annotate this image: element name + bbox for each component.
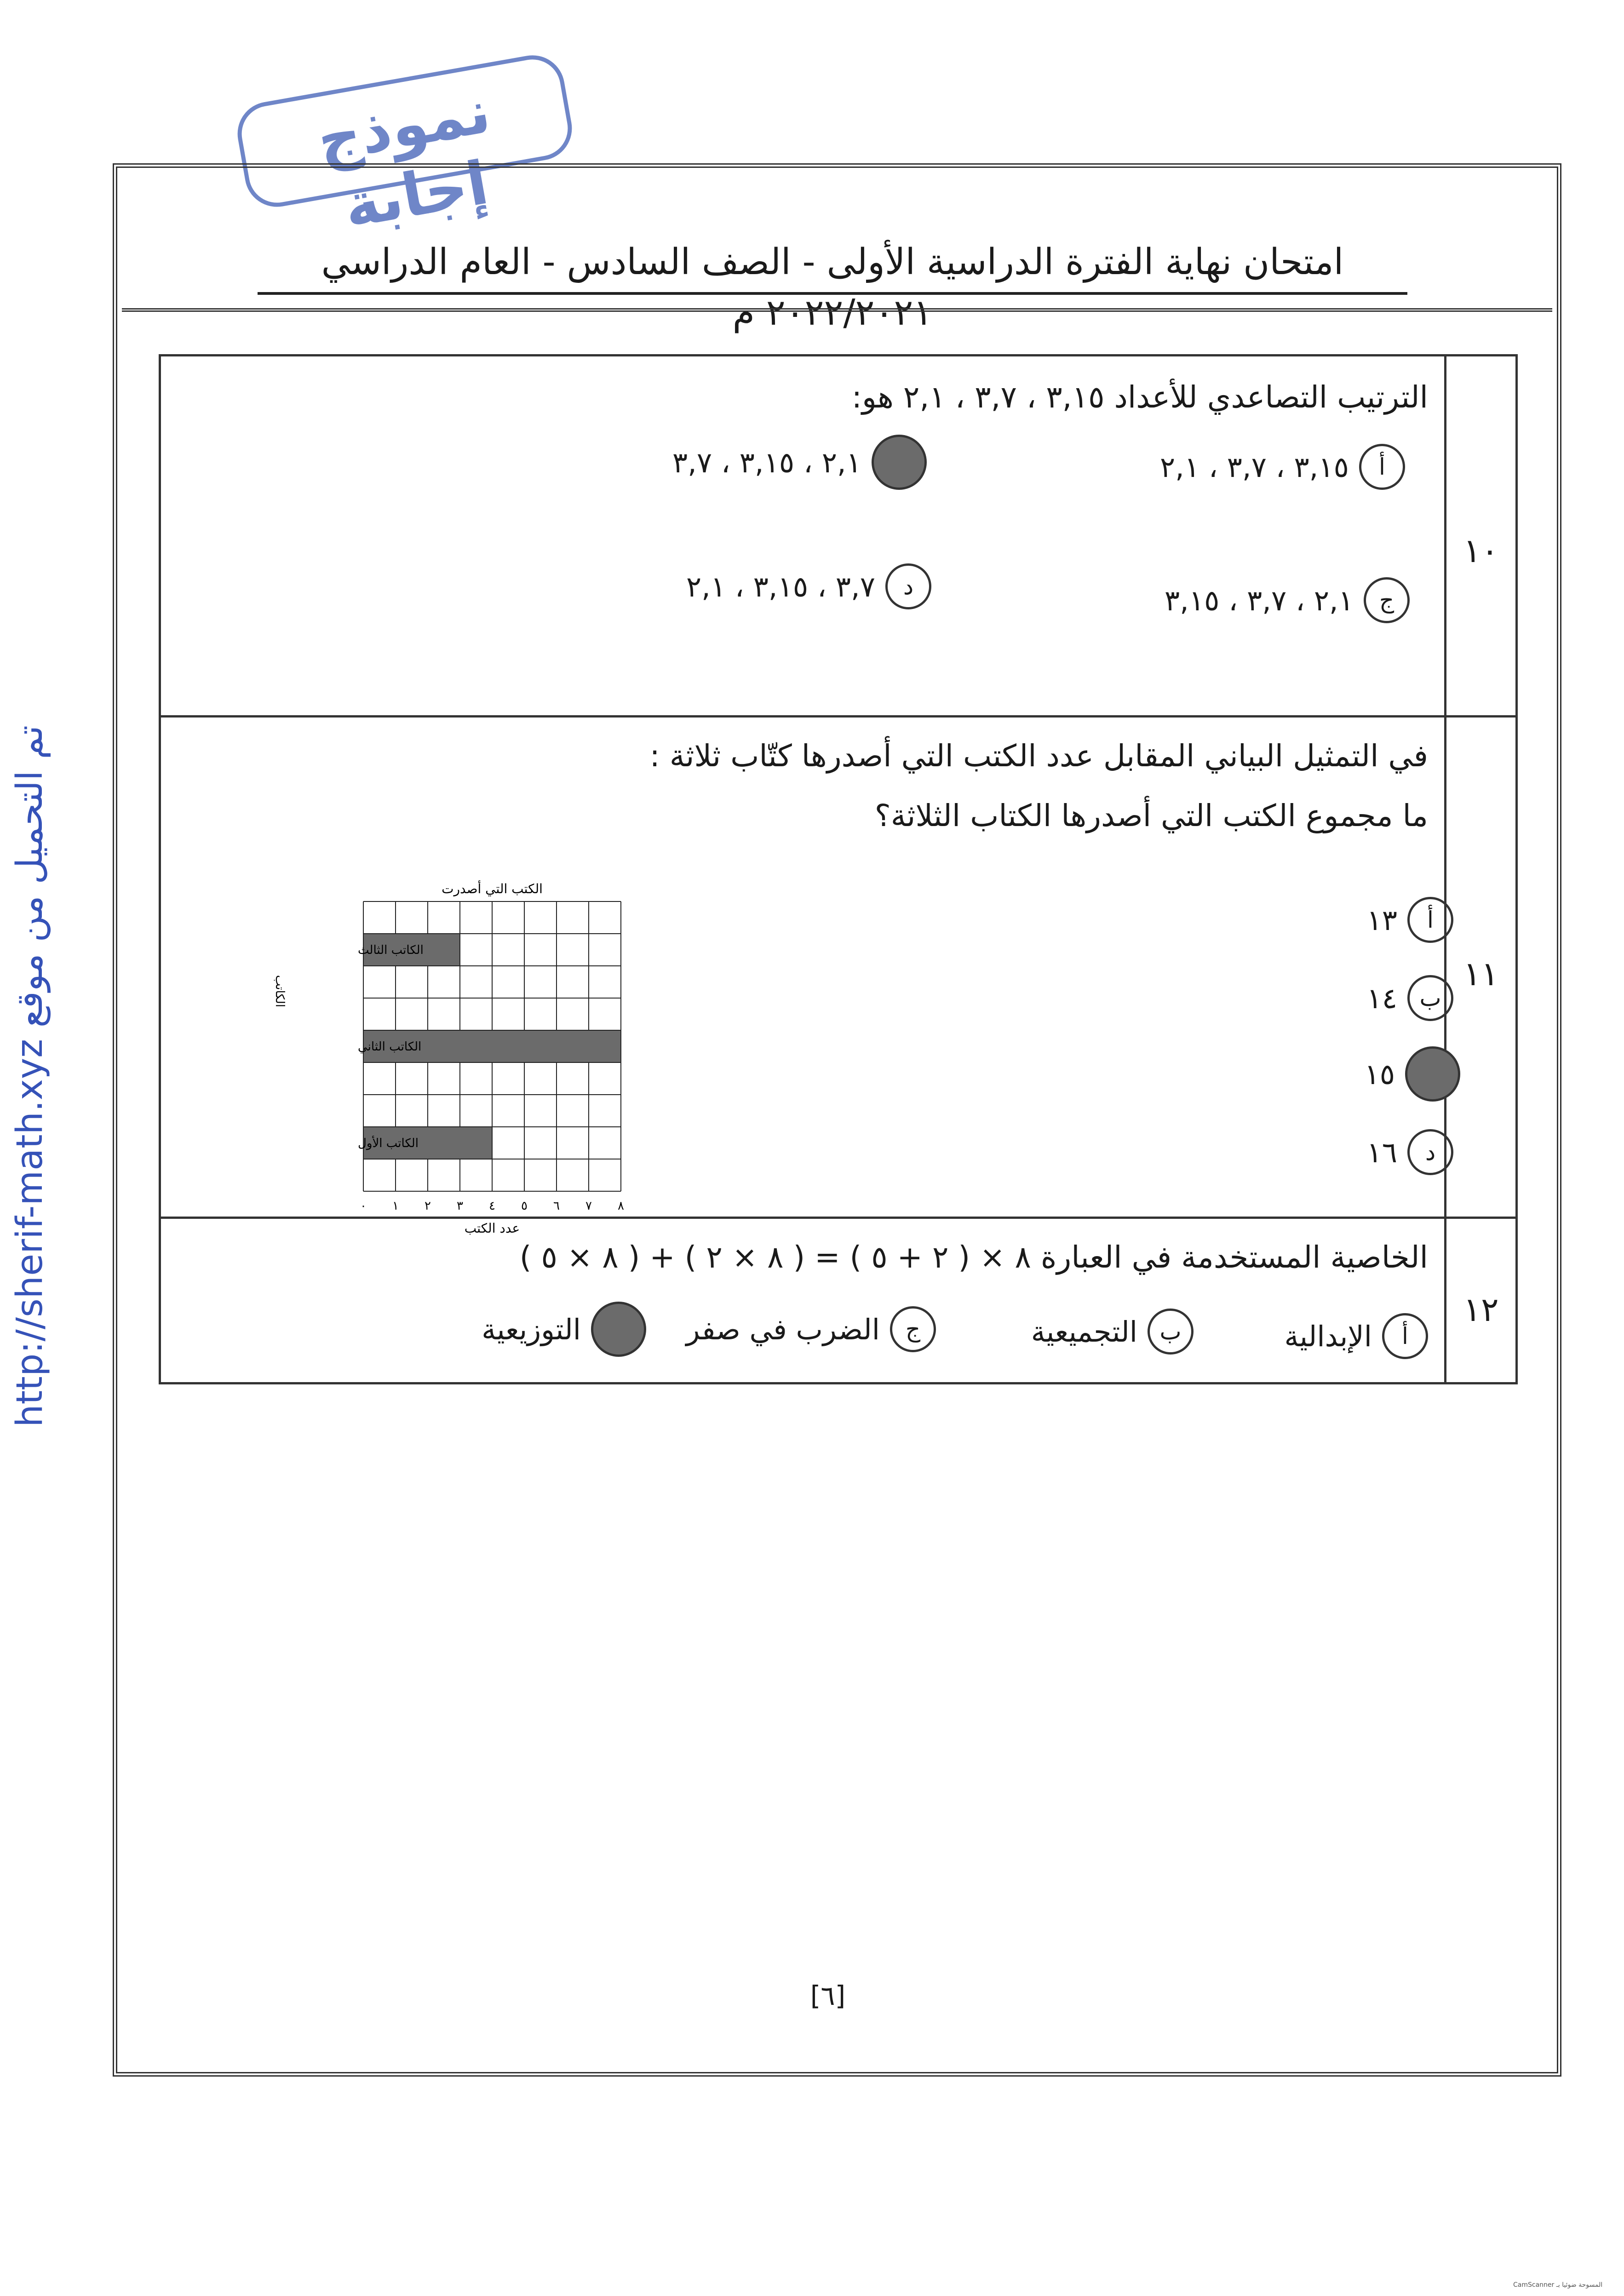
option-d[interactable] [1366, 1129, 1453, 1175]
selected-answer-dot [591, 1302, 646, 1357]
option-text: ٢,١ ، ٣,٧ ، ٣,١٥ [1164, 583, 1354, 617]
option-c[interactable] [686, 1306, 936, 1352]
option-b[interactable] [1366, 975, 1453, 1021]
tick-label: ٣ [457, 1199, 463, 1213]
option-text: ١٦ [1366, 1135, 1397, 1169]
option-text: ١٥ [1364, 1057, 1395, 1091]
option-letter-circle: أ [1382, 1313, 1428, 1359]
option-text: التجميعية [1031, 1314, 1137, 1349]
option-a[interactable] [1285, 1313, 1428, 1359]
question-text-line1: في التمثيل البياني المقابل عدد الكتب التي أصدرها كتّاب ثلاثة : [649, 738, 1428, 774]
question-number: ١١ [1463, 954, 1499, 993]
number-column-divider [1444, 356, 1446, 1382]
tick-label: ١ [392, 1199, 399, 1213]
option-letter-circle: ب [1407, 975, 1453, 1021]
selected-answer-dot [1405, 1046, 1460, 1102]
row-divider [161, 715, 1515, 718]
page-number: [٦] [810, 1980, 846, 2011]
option-b[interactable] [672, 435, 927, 490]
option-text: ٣,١٥ ، ٣,٧ ، ٢,١ [1159, 450, 1349, 484]
chart-title: الكتب التي أصدرت [442, 881, 543, 896]
option-c[interactable] [1364, 1046, 1460, 1102]
option-letter-circle: ج [890, 1306, 936, 1352]
option-d[interactable] [482, 1302, 646, 1357]
question-text: الترتيب التصاعدي للأعداد ٣,١٥ ، ٣,٧ ، ٢,١ هو: [851, 379, 1428, 415]
x-axis-label: عدد الكتب [464, 1221, 520, 1236]
questions-table [159, 354, 1518, 1384]
y-axis-label: الكاتب [273, 975, 287, 1008]
question-text: الخاصية المستخدمة في العبارة ٨ × ( ٢ + ٥ ) = ( ٨ × ٢ ) + ( ٨ × ٥ ) [519, 1240, 1428, 1275]
question-number: ١٢ [1463, 1290, 1499, 1329]
download-source-note: تم التحميل من موقع http://sherif-math.xyz [9, 725, 51, 1427]
exam-title: امتحان نهاية الفترة الدراسية الأولى - الصف السادس - العام الدراسي ٢٠٢٢/٢٠٢١ م [258, 237, 1407, 295]
option-c[interactable] [1165, 577, 1410, 623]
option-text: ١٤ [1366, 981, 1397, 1015]
option-letter-circle: ب [1148, 1309, 1194, 1355]
question-text-line2: ما مجموع الكتب التي أصدرها الكتاب الثلاثة؟ [874, 798, 1428, 833]
option-b[interactable] [1031, 1309, 1194, 1355]
option-letter-circle: أ [1407, 897, 1453, 943]
tick-label: ٦ [553, 1199, 560, 1213]
question-number: ١٠ [1463, 531, 1499, 570]
option-text: الإبدالية [1284, 1319, 1372, 1353]
option-text: ٣,٧ ، ٣,١٥ ، ٢,١ [686, 569, 875, 603]
category-label: الكاتب الثاني [358, 1040, 422, 1054]
option-text: التوزيعية [482, 1312, 581, 1346]
tick-label: ٨ [618, 1199, 624, 1213]
row-divider [161, 1217, 1515, 1219]
option-a[interactable] [1366, 897, 1453, 943]
option-text: ٢,١ ، ٣,١٥ ، ٣,٧ [672, 445, 861, 479]
option-letter-circle: أ [1359, 444, 1405, 490]
selected-answer-dot [872, 435, 927, 490]
option-d[interactable] [686, 563, 931, 609]
category-label: الكاتب الأول [358, 1137, 419, 1150]
tick-label: ٢ [425, 1199, 431, 1213]
stamp-text: نموذج إجابة [312, 76, 496, 242]
option-text: الضرب في صفر [686, 1312, 880, 1346]
tick-label: ٤ [489, 1199, 495, 1213]
header-divider [122, 308, 1552, 312]
option-a[interactable] [1160, 444, 1405, 490]
option-letter-circle: د [1407, 1129, 1453, 1175]
tick-label: ٥ [521, 1199, 528, 1213]
option-letter-circle: د [885, 563, 931, 609]
tick-label: ٧ [585, 1199, 592, 1213]
books-bar-chart [258, 874, 653, 1236]
tick-label: ٠ [360, 1199, 367, 1213]
option-letter-circle: ج [1364, 577, 1410, 623]
option-text: ١٣ [1366, 903, 1397, 937]
scanner-note: CamScanner المسوحة ضوئيا بـ [1513, 2281, 1603, 2289]
category-label: الكاتب الثالث [358, 943, 424, 957]
